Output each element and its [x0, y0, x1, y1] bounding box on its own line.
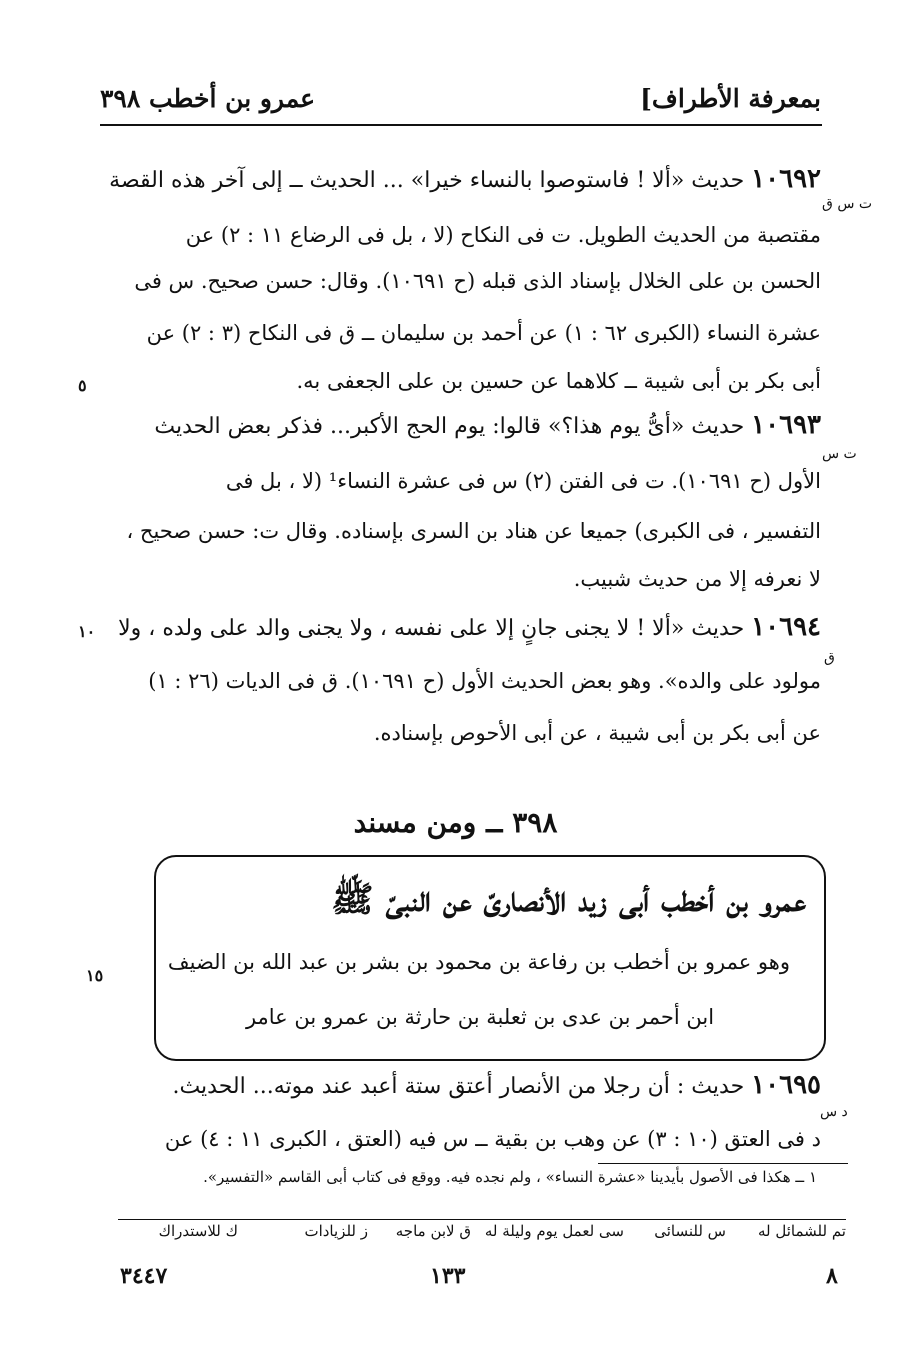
legend-item-ibn-majah: ق لابن ماجه [395, 1222, 471, 1240]
entry-10692-line-4: عشرة النساء (الكبرى ٦٢ : ١) عن أحمد بن سليمان ــ ق فى النكاح (٣ : ٢) عن [146, 321, 821, 345]
running-header-right: بمعرفة الأطراف] [640, 84, 821, 113]
entry-10693-sigla: ت س [822, 446, 857, 462]
entry-10695-sigla: د س [820, 1104, 848, 1120]
musnad-lineage-line-1: وهو عمرو بن أخطب بن رفاعة بن محمود بن بشر بن عبد الله بن الضيف [167, 950, 790, 974]
legend-item-istidrak: ك للاستدراك [158, 1222, 238, 1240]
entry-10694-sigla: ق [824, 650, 835, 666]
entry-10694-line-2: مولود على والده». وهو بعض الحديث الأول (ح ١٠٦٩١). ق فى الديات (٢٦ : ١) [148, 669, 821, 693]
legend-item-shamail: تم للشمائل له [757, 1222, 846, 1240]
header-rule [100, 124, 822, 126]
legend-item-ziyadat: ز للزيادات [304, 1222, 368, 1240]
entry-number: ١٠٦٩٥ [751, 1070, 821, 1100]
entry-text: حديث «ألا ! فاستوصوا بالنساء خيرا» ... الحديث ــ إلى آخر هذه القصة [109, 168, 745, 193]
musnad-title: عمرو بن أخطب أبى زيد الأنصارىّ عن النبىّ ﷺ [331, 879, 806, 920]
musnad-lineage-line-2: ابن أحمر بن عدى بن ثعلبة بن حارثة بن عمرو بن عامر [245, 1005, 715, 1029]
entry-text: حديث «ألا ! لا يجنى جانٍ إلا على نفسه ، ولا يجنى والد على ولده ، ولا [118, 616, 745, 641]
entry-10693-line-3: التفسير ، فى الكبرى) جميعا عن هناد بن السرى بإسناده. وقال ت: حسن صحيح ، [126, 519, 821, 543]
section-title: ٣٩٨ ــ ومن مسند [353, 806, 558, 839]
page-number: ١٣٣ [430, 1263, 466, 1289]
entry-text: حديث : أن رجلا من الأنصار أعتق ستة أعبد عند موته... الحديث. [172, 1074, 745, 1099]
entry-10692-line-2: مقتصبة من الحديث الطويل. ت فى النكاح (لا ، بل فى الرضاع ١١ : ٢) عن [185, 223, 821, 247]
running-counter: ٣٤٤٧ [120, 1263, 168, 1289]
entry-10692-sigla: ت س ق [822, 196, 873, 212]
entry-10693-line-4: لا نعرفه إلا من حديث شبيب. [573, 567, 821, 591]
entry-10692-line-1 [99, 164, 821, 196]
entry-10695-line-1 [99, 1070, 821, 1102]
legend-rule [118, 1219, 846, 1220]
entry-number: ١٠٦٩٤ [751, 612, 821, 642]
legend-item-nasai: س للنسائى [654, 1222, 726, 1240]
entry-10695-line-2: د فى العتق (١٠ : ٣) عن وهب بن بقية ــ س فيه (العتق ، الكبرى ١١ : ٤) عن [164, 1127, 821, 1151]
entry-10694-line-3: عن أبى بكر بن أبى شيبة ، عن أبى الأحوص بإسناده. [373, 721, 821, 745]
entry-10693-line-2: الأول (ح ١٠٦٩١). ت فى الفتن (٢) س فى عشرة النساء¹ (لا ، بل فى [225, 469, 821, 493]
volume-number: ٨ [826, 1263, 838, 1289]
legend-item-amal-yawm: سى لعمل يوم وليلة له [484, 1222, 624, 1240]
entry-10692-line-5: أبى بكر بن أبى شيبة ــ كلاهما عن حسين بن على الجعفى به. [296, 369, 821, 393]
entry-number: ١٠٦٩٣ [751, 410, 821, 440]
margin-line-number-15: ١٥ [86, 966, 104, 985]
entry-10693-line-1 [99, 410, 821, 442]
entry-number: ١٠٦٩٢ [751, 164, 821, 194]
entry-10692-line-3: الحسن بن على الخلال بإسناد الذى قبله (ح ١٠٦٩١). وقال: حسن صحيح. س فى [134, 269, 821, 293]
margin-line-number-5: ٥ [78, 376, 87, 395]
footnote-1: ١ ــ هكذا فى الأصول بأيدينا «عشرة النساء» ، ولم نجده فيه. ووقع فى كتاب أبى القاسم «التفسير». [203, 1168, 817, 1186]
footnote-rule [598, 1163, 848, 1164]
entry-text: حديث «أىُّ يوم هذا؟» قالوا: يوم الحج الأكبر... فذكر بعض الحديث [154, 414, 745, 439]
running-header-left: عمرو بن أخطب ٣٩٨ [100, 84, 316, 113]
entry-10694-line-1 [99, 612, 821, 644]
margin-line-number-10: ١٠ [78, 622, 96, 641]
